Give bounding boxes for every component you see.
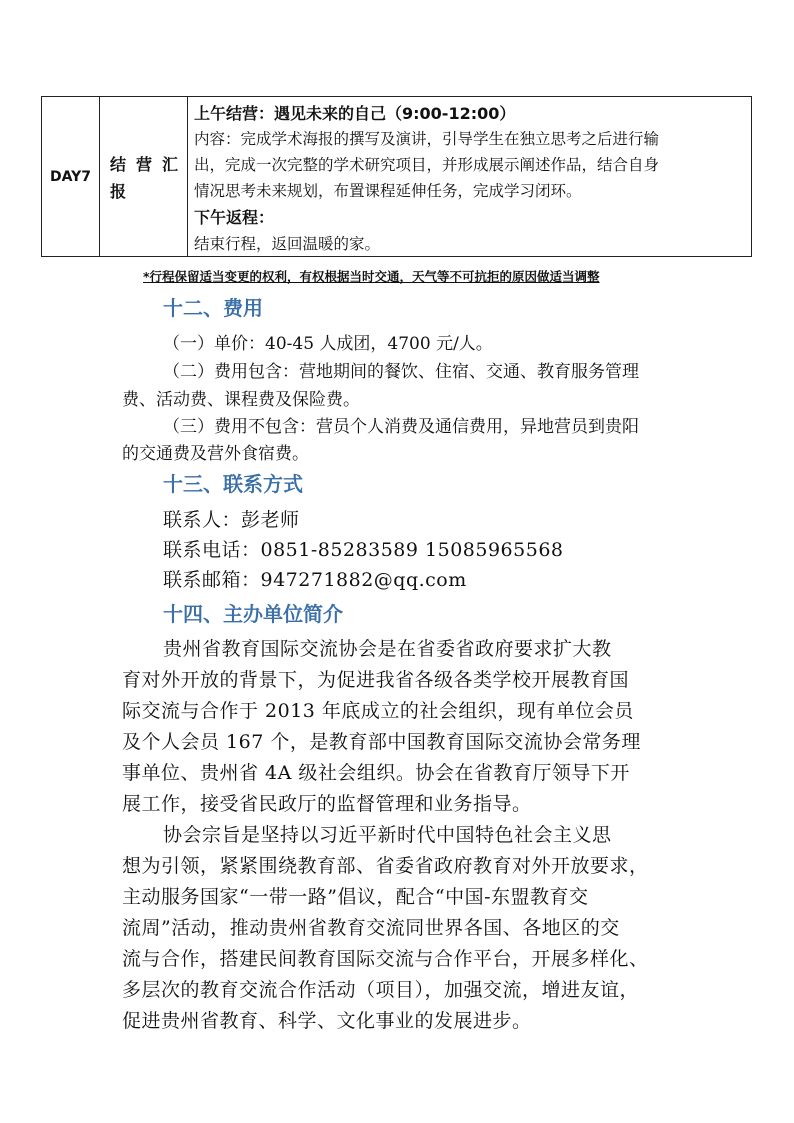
organizer-line: 展工作，接受省民政厅的监督管理和业务指导。	[122, 793, 532, 815]
organizer-line: 促进贵州省教育、科学、文化事业的发展进步。	[122, 1010, 532, 1032]
morning-heading: 上午结营：遇见未来的自己（9:00-12:00）	[194, 104, 516, 123]
fees-heading: 十二、费用	[163, 296, 263, 320]
contact-phone: 联系电话：0851-85283589 15085965568	[163, 539, 564, 561]
organizer-line: 育对外开放的背景下，为促进我省各级各类学校开展教育国	[122, 669, 630, 691]
fees-line: （三）费用不包含：营员个人消费及通信费用，异地营员到贵阳	[163, 417, 639, 437]
fees-line: 费、活动费、课程费及保险费。	[122, 390, 360, 410]
contact-person: 联系人：彭老师	[163, 509, 300, 531]
organizer-line: 想为引领，紧紧围绕教育部、省委省政府教育对外开放要求，	[122, 855, 649, 877]
organizer-line: 流周”活动，推动贵州省教育交流同世界各国、各地区的交	[122, 917, 620, 939]
organizer-line: 及个人会员 167 个，是教育部中国教育国际交流协会常务理	[122, 731, 641, 753]
organizer-line: 主动服务国家“一带一路”倡议，配合“中国-东盟教育交	[122, 886, 589, 908]
content-line: 内容：完成学术海报的撰写及演讲，引导学生在独立思考之后进行输	[194, 130, 660, 148]
day-content-cell	[188, 97, 751, 256]
content-line: 出，完成一次完整的学术研究项目，并形成展示阐述作品，结合自身	[194, 156, 660, 174]
day-title-cell	[100, 97, 188, 256]
organizer-line: 流与合作，搭建民间教育国际交流与合作平台，开展多样化、	[122, 948, 649, 970]
schedule-table	[41, 96, 752, 257]
fees-line: （二）费用包含：营地期间的餐饮、住宿、交通、教育服务管理	[163, 362, 639, 382]
day-cell: DAY7	[42, 97, 100, 256]
organizer-line: 协会宗旨是坚持以习近平新时代中国特色社会主义思	[163, 824, 612, 846]
day-title-line1: 结营汇	[110, 155, 189, 174]
fees-line: （一）单价：40-45 人成团，4700 元/人。	[163, 334, 493, 354]
contact-heading: 十三、联系方式	[163, 472, 303, 496]
organizer-line: 事单位、贵州省 4A 级社会组织。协会在省教育厅领导下开	[122, 762, 630, 784]
fees-line: 的交通费及营外食宿费。	[122, 444, 309, 464]
organizer-line: 多层次的教育交流合作活动（项目），加强交流，增进友谊，	[122, 979, 640, 1001]
contact-email: 联系邮箱：947271882@qq.com	[163, 569, 467, 591]
afternoon-text: 结束行程，返回温暖的家。	[194, 235, 381, 253]
organizer-line: 际交流与合作于 2013 年底成立的社会组织，现有单位会员	[122, 700, 634, 722]
day-title-line2: 报	[110, 182, 127, 201]
organizer-line: 贵州省教育国际交流协会是在省委省政府要求扩大教	[163, 638, 612, 660]
schedule-note: *行程保留适当变更的权利，有权根据当时交通，天气等不可抗拒的原因做适当调整	[143, 269, 600, 284]
organizer-heading: 十四、主办单位简介	[163, 602, 343, 626]
content-line: 情况思考未来规划，布置课程延伸任务，完成学习闭环。	[194, 182, 582, 200]
afternoon-heading: 下午返程：	[194, 208, 275, 227]
